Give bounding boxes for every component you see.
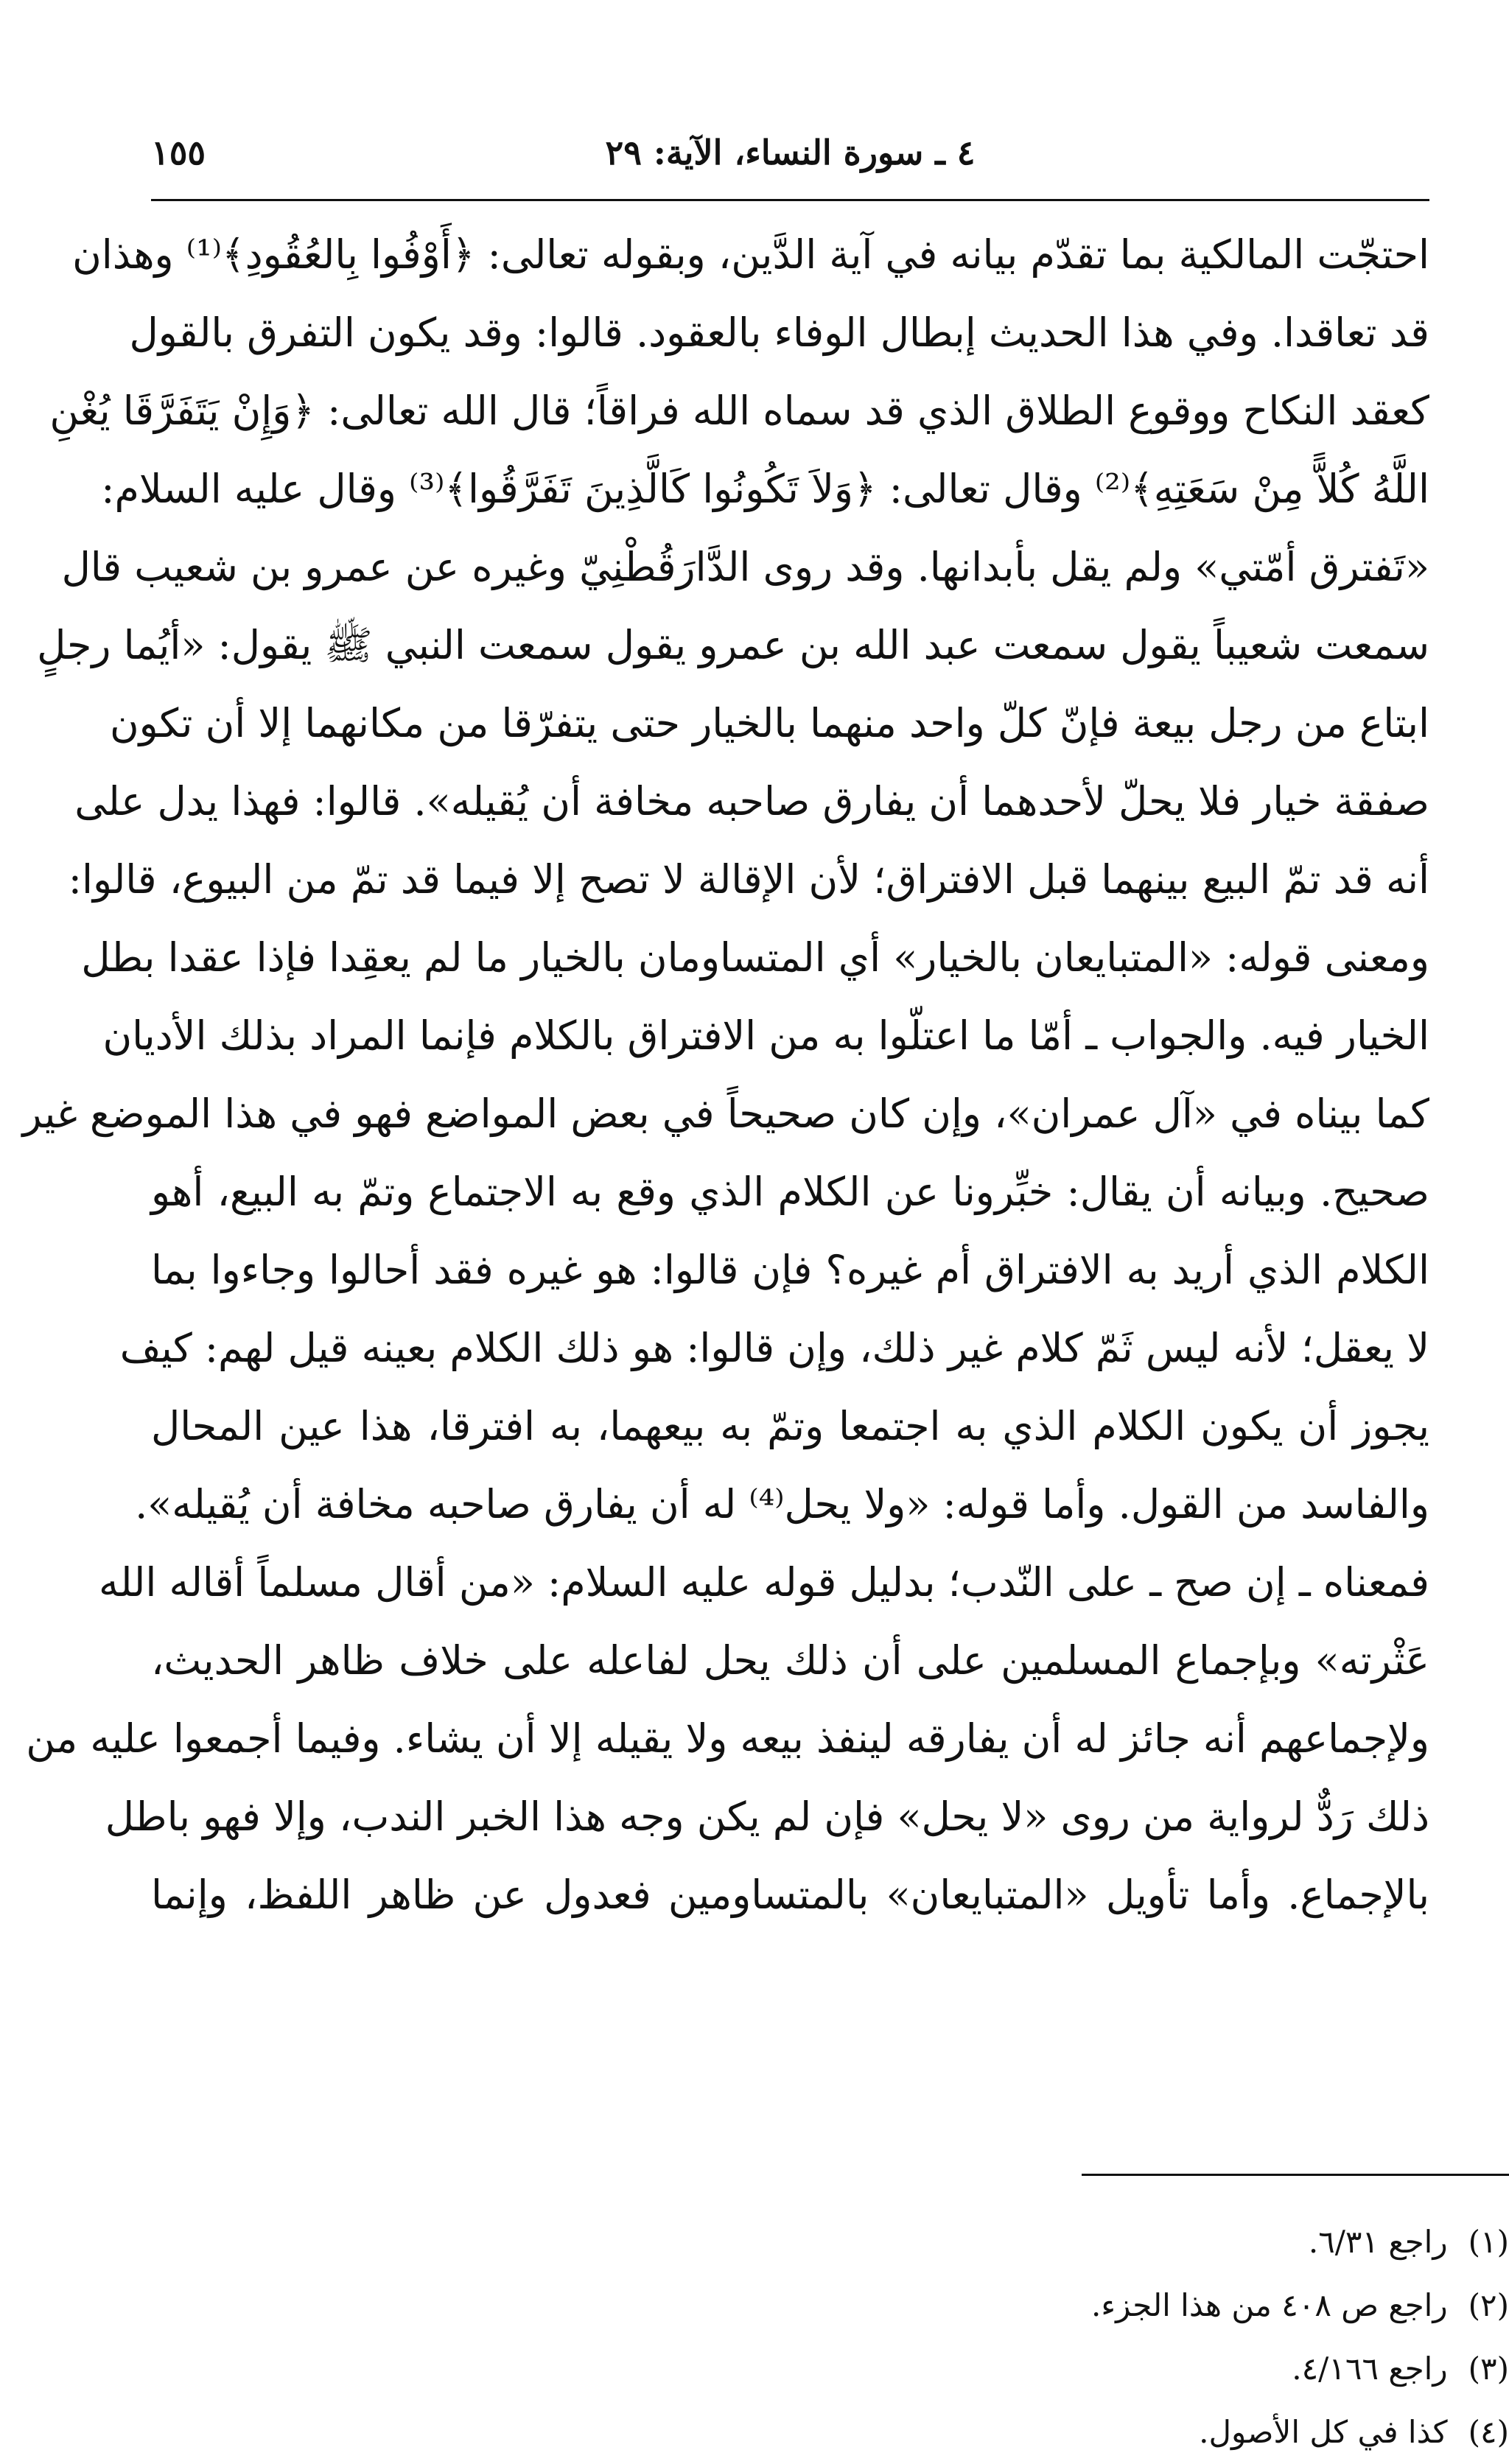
- footnote-number: (٢): [1468, 2287, 1509, 2323]
- page-number: ١٥٥: [151, 133, 206, 172]
- text-line: عَثْرته» وبإجماع المسلمين على أن ذلك يحل لفاعله على خلاف ظاهر الحديث،: [151, 1637, 1429, 1684]
- footnote-divider: [1082, 2174, 1509, 2176]
- text-line: اللَّهُ كُلاًّ مِنْ سَعَتِهِ﴾⁽²⁾ وقال تعالى: ﴿وَلاَ تَكُونُوا كَالَّذِينَ تَفَرَّقُوا﴾⁽³⁾ وقال عليه السلام:: [101, 466, 1429, 512]
- text-line: صحيح. وبيانه أن يقال: خبِّرونا عن الكلام الذي وقع به الاجتماع وتمّ به البيع، أهو: [151, 1169, 1429, 1215]
- text-line: فمعناه ـ إن صح ـ على النّدب؛ بدليل قوله عليه السلام: «من أقال مسلماً أقاله الله: [99, 1559, 1429, 1606]
- footnote-number: (١): [1468, 2224, 1509, 2260]
- text-line: «تَفترق أمّتي» ولم يقل بأبدانها. وقد روى الدَّارَقُطْنِيّ وغيره عن عمرو بن شعيب قال: [61, 544, 1429, 590]
- footnote-text: كذا في كل الأصول.: [1199, 2414, 1448, 2450]
- text-line: ذلك رَدٌّ لرواية من روى «لا يحل» فإن لم يكن وجه هذا الخبر الندب، وإلا فهو باطل: [105, 1793, 1429, 1840]
- footnote-number: (٣): [1468, 2351, 1509, 2387]
- text-line: ومعنى قوله: «المتبايعان بالخيار» أي المتساومان بالخيار ما لم يعقِدا فإذا عقدا بطل: [81, 934, 1429, 981]
- text-line: لا يعقل؛ لأنه ليس ثَمّ كلام غير ذلك، وإن قالوا: هو ذلك الكلام بعينه قيل لهم: كيف: [119, 1325, 1429, 1371]
- text-line: كما بيناه في «آل عمران»، وإن كان صحيحاً في بعض المواضع فهو في هذا الموضع غير: [22, 1091, 1429, 1137]
- text-line: صفقة خيار فلا يحلّ لأحدهما أن يفارق صاحبه مخافة أن يُقيله». قالوا: فهذا يدل على: [74, 778, 1429, 825]
- text-line: ابتاع من رجل بيعة فإنّ كلّ واحد منهما بالخيار حتى يتفرّقا من مكانهما إلا أن تكون: [110, 700, 1429, 746]
- book-page: [22, 118, 1429, 2284]
- running-title: ٤ ـ سورة النساء، الآية: ٢٩: [605, 133, 976, 172]
- text-line: ولإجماعهم أنه جائز له أن يفارقه لينفذ بيعه ولا يقيله إلا أن يشاء. وفيما أجمعوا عليه من: [26, 1715, 1429, 1762]
- text-line: يجوز أن يكون الكلام الذي به اجتمعا وتمّ به بيعهما، به افترقا، هذا عين المحال: [151, 1403, 1429, 1449]
- footnote-number: (٤): [1468, 2414, 1509, 2450]
- text-line: بالإجماع. وأما تأويل «المتبايعان» بالمتساومين فعدول عن ظاهر اللفظ، وإنما: [151, 1872, 1429, 1918]
- footnote-text: راجع ٤/١٦٦.: [1292, 2351, 1448, 2387]
- footnotes: [846, 2211, 1509, 2464]
- text-line: احتجّت المالكية بما تقدّم بيانه في آية الدَّين، وبقوله تعالى: ﴿أَوْفُوا بِالعُقُودِ﴾⁽¹⁾ وهذان: [72, 231, 1429, 278]
- text-line: كعقد النكاح ووقوع الطلاق الذي قد سماه الله فراقاً؛ قال الله تعالى: ﴿وَإِنْ يَتَفَرَّقَا يُغْنِ: [49, 388, 1429, 434]
- text-line: أنه قد تمّ البيع بينهما قبل الافتراق؛ لأن الإقالة لا تصح إلا فيما قد تمّ من البيوع، قالوا:: [68, 856, 1429, 903]
- footnote-item: [846, 2211, 1509, 2274]
- footnote-item: [846, 2401, 1509, 2464]
- body-text: [22, 216, 1429, 1934]
- footnote-item: [846, 2274, 1509, 2337]
- text-line: والفاسد من القول. وأما قوله: «ولا يحل⁽⁴⁾ له أن يفارق صاحبه مخافة أن يُقيله».: [135, 1481, 1429, 1527]
- footnote-text: راجع ص ٤٠٨ من هذا الجزء.: [1090, 2287, 1448, 2323]
- text-line: الكلام الذي أريد به الافتراق أم غيره؟ فإن قالوا: هو غيره فقد أحالوا وجاءوا بما: [151, 1247, 1429, 1293]
- text-line: قد تعاقدا. وفي هذا الحديث إبطال الوفاء بالعقود. قالوا: وقد يكون التفرق بالقول: [129, 309, 1429, 356]
- text-line: الخيار فيه. والجواب ـ أمّا ما اعتلّوا به من الافتراق بالكلام فإنما المراد بذلك الأديان: [102, 1012, 1429, 1059]
- footnote-item: [846, 2337, 1509, 2401]
- text-line: سمعت شعيباً يقول سمعت عبد الله بن عمرو يقول سمعت النبي ﷺ يقول: «أيُما رجلٍ: [37, 622, 1429, 668]
- page-header: [151, 118, 1429, 201]
- footnote-text: راجع ٦/٣١.: [1308, 2224, 1448, 2260]
